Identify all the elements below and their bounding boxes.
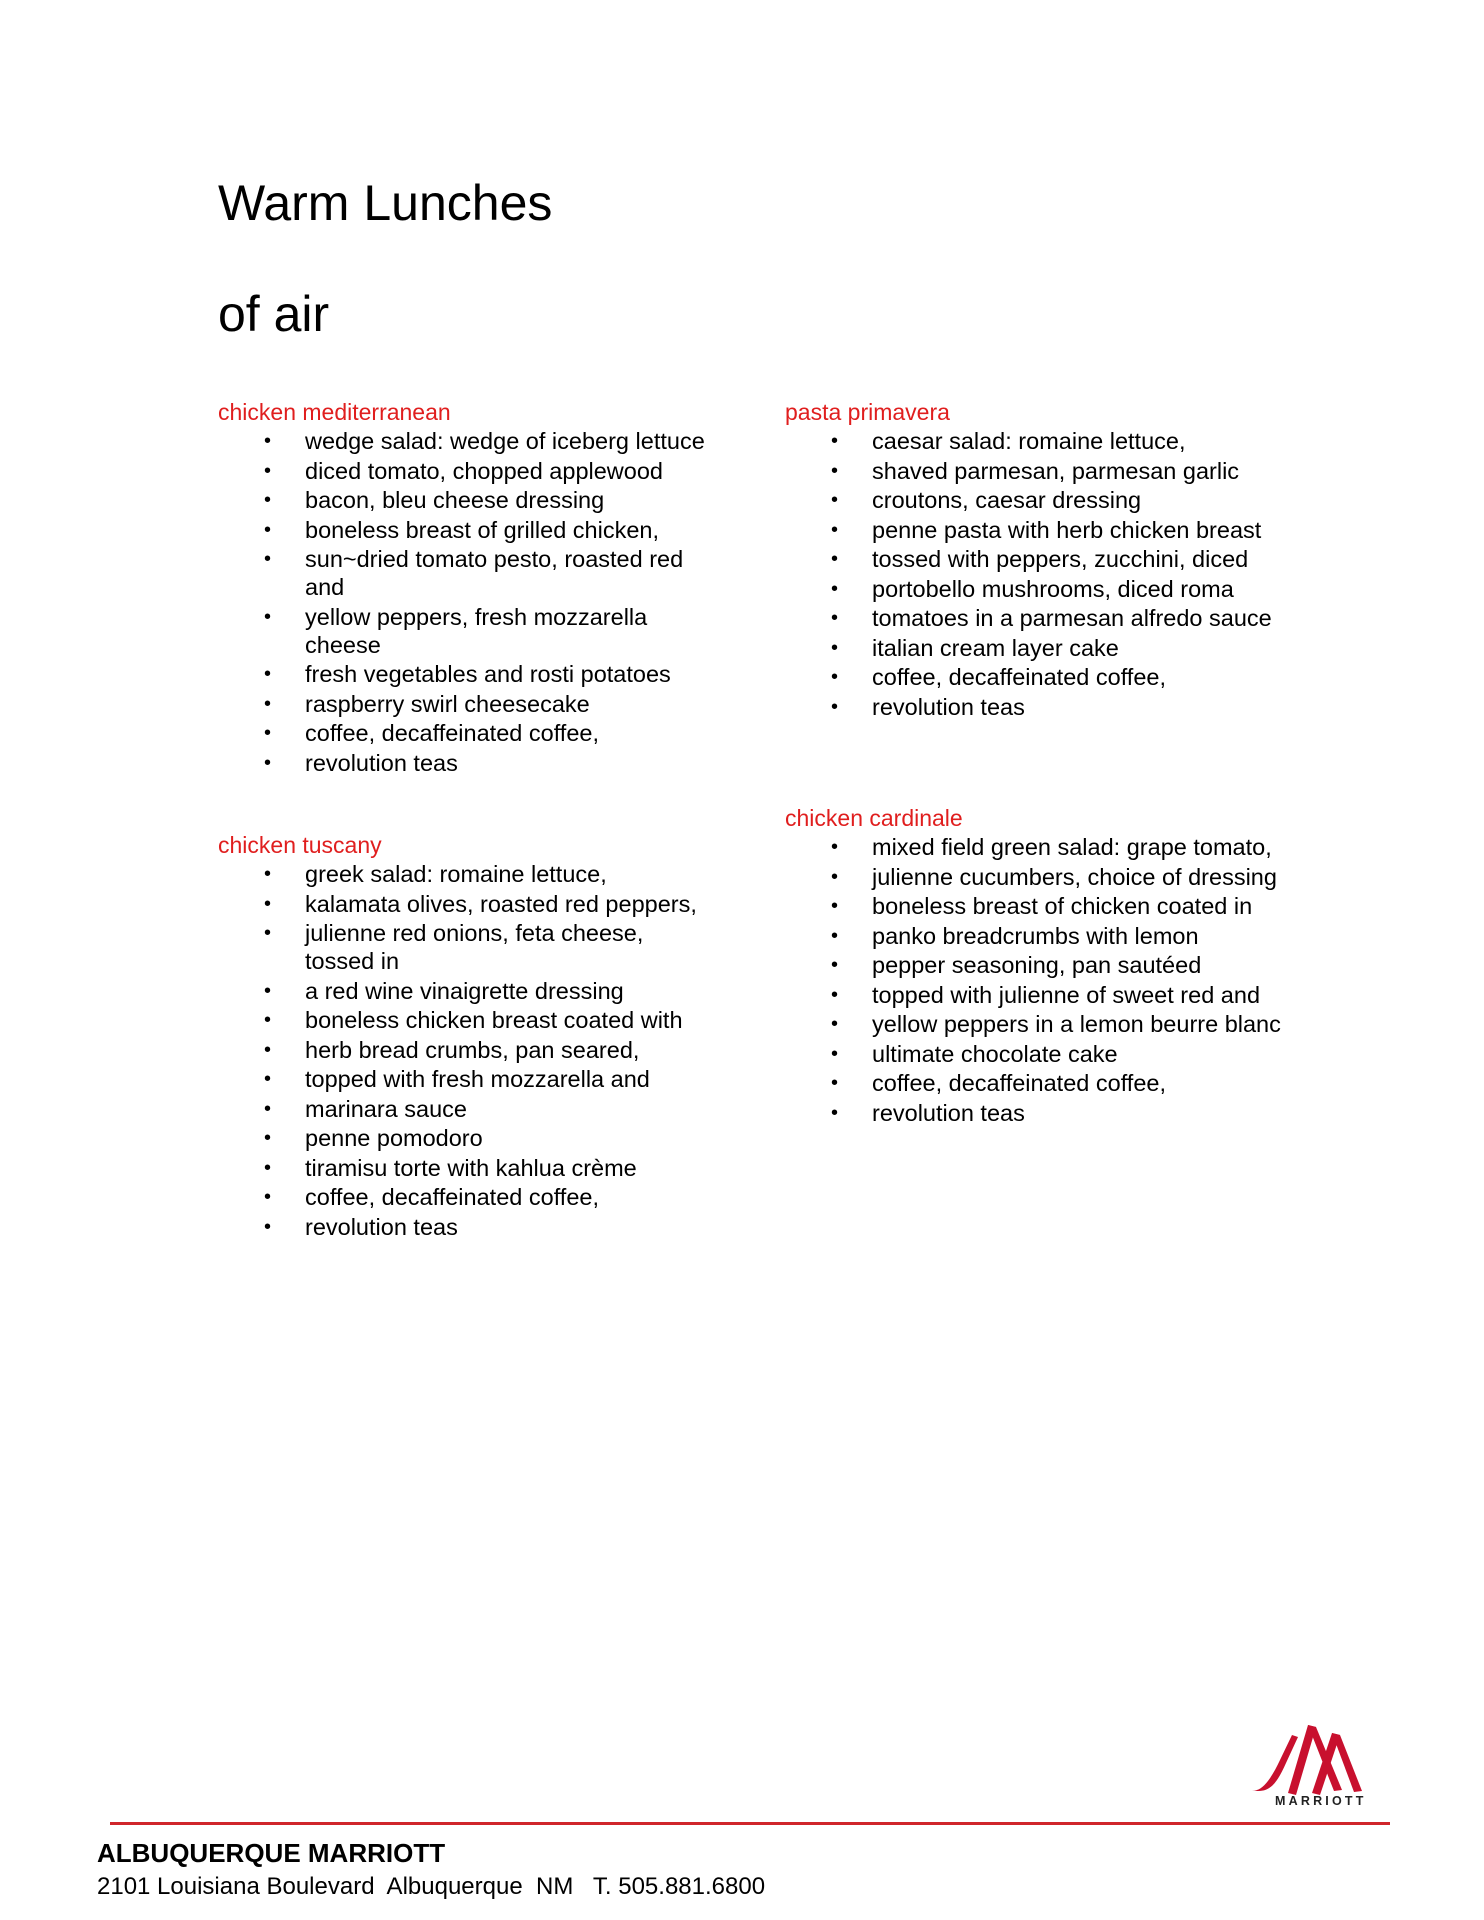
section-title: chicken cardinale [785, 805, 963, 831]
list-item [785, 1010, 1285, 1038]
list-item-text: italian cream layer cake [872, 634, 1119, 661]
menu-item-list [218, 427, 718, 777]
list-item-text: coffee, decaffeinated coffee, [872, 1070, 1166, 1096]
bullet-icon: • [264, 1097, 272, 1120]
bullet-icon: • [831, 924, 839, 947]
list-item [785, 693, 1285, 721]
menu-item-list [785, 427, 1285, 721]
list-item-text: yellow peppers in a lemon beurre blanc [872, 1011, 1281, 1037]
list-item [785, 575, 1285, 603]
list-item-text: boneless chicken breast coated with [305, 1007, 683, 1033]
bullet-icon: • [831, 1101, 839, 1124]
bullet-icon: • [264, 1009, 272, 1031]
bullet-icon: • [831, 1013, 839, 1035]
list-item [785, 634, 1285, 662]
bullet-icon: • [831, 459, 839, 482]
bullet-icon: • [831, 954, 839, 976]
list-item-text: revolution teas [305, 749, 458, 776]
list-item [218, 545, 718, 601]
list-item-text: boneless breast of grilled chicken, [305, 516, 660, 543]
page-subtitle: of air [218, 286, 330, 342]
bullet-icon: • [264, 430, 272, 452]
page-title: Warm Lunches [218, 175, 553, 231]
list-item-text: marinara sauce [305, 1095, 467, 1122]
bullet-icon: • [264, 722, 272, 744]
list-item [218, 719, 718, 747]
list-item [785, 1040, 1285, 1068]
list-item [218, 603, 718, 659]
menu-section-chicken-tuscany [218, 831, 718, 1242]
list-item-text: boneless breast of chicken coated in [872, 893, 1253, 919]
list-item [218, 457, 718, 485]
list-item [218, 1095, 718, 1123]
list-item [218, 1183, 718, 1211]
list-item-text: topped with julienne of sweet red and [872, 981, 1261, 1008]
list-item-text: yellow peppers, fresh mozzarella cheese [305, 603, 648, 658]
bullet-icon: • [831, 430, 839, 452]
logo-wordmark: MARRIOTT [1275, 1794, 1367, 1808]
list-item [218, 516, 718, 544]
bullet-icon: • [831, 577, 839, 600]
list-item [785, 981, 1285, 1009]
menu-item-list [785, 833, 1285, 1127]
bullet-icon: • [264, 1156, 272, 1179]
bullet-icon: • [831, 607, 839, 629]
bullet-icon: • [831, 695, 839, 718]
list-item-text: coffee, decaffeinated coffee, [872, 664, 1166, 690]
list-item-text: julienne red onions, feta cheese, tossed in [305, 920, 644, 974]
list-item-text: topped with fresh mozzarella and [305, 1066, 650, 1092]
list-item [785, 545, 1285, 573]
list-item [218, 1006, 718, 1034]
footer-hotel-name: ALBUQUERQUE MARRIOTT [97, 1838, 446, 1868]
menu-section-pasta-primavera [785, 398, 1285, 722]
bullet-icon: • [264, 751, 272, 774]
bullet-icon: • [831, 983, 839, 1006]
list-item-text: penne pomodoro [305, 1125, 483, 1151]
list-item [218, 427, 718, 455]
list-item-text: revolution teas [305, 1213, 458, 1240]
bullet-icon: • [831, 548, 839, 570]
list-item [785, 604, 1285, 632]
list-item-text: a red wine vinaigrette dressing [305, 977, 624, 1004]
list-item [785, 951, 1285, 979]
bullet-icon: • [831, 489, 839, 511]
bullet-icon: • [264, 663, 272, 685]
list-item-text: mixed field green salad: grape tomato, [872, 834, 1272, 860]
list-item-text: julienne cucumbers, choice of dressing [872, 863, 1277, 890]
bullet-icon: • [264, 863, 272, 885]
list-item [218, 690, 718, 718]
footer-divider [110, 1822, 1390, 1825]
list-item [785, 516, 1285, 544]
bullet-icon: • [264, 548, 272, 570]
list-item [785, 427, 1285, 455]
list-item [218, 977, 718, 1005]
bullet-icon: • [264, 489, 272, 511]
bullet-icon: • [264, 518, 272, 541]
list-item [218, 749, 718, 777]
list-item-text: coffee, decaffeinated coffee, [305, 720, 599, 746]
list-item-text: diced tomato, chopped applewood [305, 457, 663, 484]
menu-section-chicken-cardinale [785, 804, 1285, 1128]
list-item-text: tomatoes in a parmesan alfredo sauce [872, 605, 1272, 631]
list-item-text: revolution teas [872, 1099, 1025, 1126]
list-item-text: pepper seasoning, pan sautéed [872, 952, 1202, 978]
menu-item-list [218, 860, 718, 1241]
bullet-icon: • [264, 1127, 272, 1149]
bullet-icon: • [831, 895, 839, 917]
list-item [218, 860, 718, 888]
bullet-icon: • [264, 892, 272, 915]
list-item-text: croutons, caesar dressing [872, 487, 1142, 513]
bullet-icon: • [264, 1186, 272, 1208]
bullet-icon: • [831, 1042, 839, 1065]
list-item [785, 1069, 1285, 1097]
list-item-text: tiramisu torte with kahlua crème [305, 1154, 637, 1181]
list-item [785, 863, 1285, 891]
list-item [785, 663, 1285, 691]
list-item [218, 1036, 718, 1064]
bullet-icon: • [264, 692, 272, 715]
list-item-text: bacon, bleu cheese dressing [305, 487, 605, 513]
list-item-text: raspberry swirl cheesecake [305, 690, 590, 717]
list-item [218, 919, 718, 975]
list-item [785, 457, 1285, 485]
section-title: chicken mediterranean [218, 399, 451, 425]
list-item-text: kalamata olives, roasted red peppers, [305, 890, 697, 917]
bullet-icon: • [831, 1072, 839, 1094]
list-item [218, 486, 718, 514]
list-item [218, 1154, 718, 1182]
bullet-icon: • [831, 836, 839, 858]
list-item [218, 890, 718, 918]
bullet-icon: • [264, 1215, 272, 1238]
list-item [218, 1065, 718, 1093]
bullet-icon: • [264, 922, 272, 944]
bullet-icon: • [264, 1068, 272, 1090]
bullet-icon: • [831, 518, 839, 541]
list-item [785, 486, 1285, 514]
bullet-icon: • [831, 865, 839, 888]
list-item-text: revolution teas [872, 693, 1025, 720]
list-item [218, 1213, 718, 1241]
list-item [218, 1124, 718, 1152]
bullet-icon: • [831, 666, 839, 688]
list-item [785, 1099, 1285, 1127]
list-item-text: panko breadcrumbs with lemon [872, 922, 1199, 949]
menu-section-chicken-mediterranean [218, 398, 718, 778]
list-item-text: shaved parmesan, parmesan garlic [872, 457, 1240, 484]
bullet-icon: • [831, 636, 839, 659]
list-item-text: portobello mushrooms, diced roma [872, 575, 1234, 602]
list-item-text: herb bread crumbs, pan seared, [305, 1036, 640, 1063]
list-item-text: caesar salad: romaine lettuce, [872, 428, 1186, 454]
list-item-text: penne pasta with herb chicken breast [872, 516, 1262, 543]
section-title: pasta primavera [785, 399, 950, 425]
list-item-text: ultimate chocolate cake [872, 1040, 1118, 1067]
bullet-icon: • [264, 1038, 272, 1061]
list-item-text: sun~dried tomato pesto, roasted red and [305, 546, 684, 600]
bullet-icon: • [264, 605, 272, 628]
list-item-text: tossed with peppers, zucchini, diced [872, 546, 1249, 572]
list-item-text: greek salad: romaine lettuce, [305, 861, 607, 887]
list-item [785, 833, 1285, 861]
section-title: chicken tuscany [218, 832, 382, 858]
list-item [785, 892, 1285, 920]
footer-address: 2101 Louisiana Boulevard Albuquerque NM T. 505.881.6800 [97, 1873, 766, 1900]
list-item-text: wedge salad: wedge of iceberg lettuce [305, 428, 705, 454]
bullet-icon: • [264, 459, 272, 482]
list-item [218, 660, 718, 688]
list-item-text: coffee, decaffeinated coffee, [305, 1184, 599, 1210]
list-item [785, 922, 1285, 950]
bullet-icon: • [264, 979, 272, 1002]
list-item-text: fresh vegetables and rosti potatoes [305, 661, 671, 687]
